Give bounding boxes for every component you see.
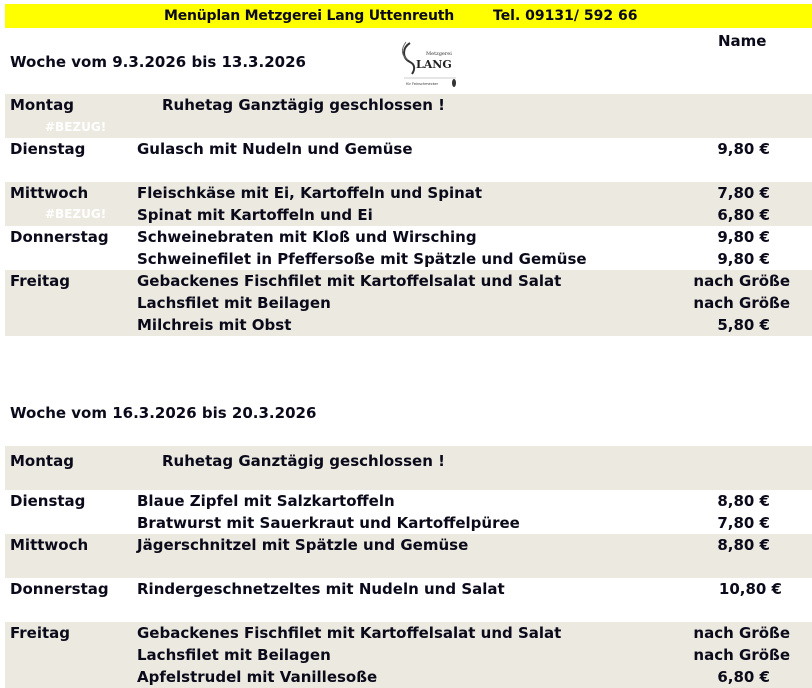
dish-name: Rindergeschnetzeltes mit Nudeln und Salat	[137, 580, 505, 598]
day-label: Freitag	[10, 272, 71, 290]
dish-name: Lachsfilet mit Beilagen	[137, 646, 331, 664]
name-column-header: Name	[718, 32, 767, 50]
day-label: Mittwoch	[10, 536, 89, 554]
week-1-day-friday	[5, 270, 812, 336]
dish-price: 9,80 €	[717, 250, 770, 268]
dish-name: Ruhetag Ganztägig geschlossen !	[162, 96, 445, 114]
week-1-title: Woche vom 9.3.2026 bis 13.3.2026	[10, 53, 306, 71]
week-2-day-friday	[5, 622, 812, 688]
phone-number: Tel. 09131/ 592 66	[493, 8, 638, 24]
dish-price: nach Größe	[693, 624, 790, 642]
day-label: Montag	[10, 452, 74, 470]
week-1-day-tuesday	[5, 138, 812, 182]
week-2-day-thursday	[5, 578, 812, 622]
header-banner	[5, 4, 812, 28]
dish-name: Blaue Zipfel mit Salzkartoffeln	[137, 492, 395, 510]
bull-horn-icon	[396, 40, 462, 90]
dish-name: Fleischkäse mit Ei, Kartoffeln und Spinat	[137, 184, 483, 202]
menu-title: Menüplan Metzgerei Lang Uttenreuth	[164, 8, 454, 24]
svg-text:für Feinschmecker: für Feinschmecker	[406, 82, 439, 86]
dish-price: nach Größe	[693, 272, 790, 290]
dish-price: nach Größe	[693, 294, 790, 312]
butcher-logo	[396, 40, 462, 90]
dish-name: Apfelstrudel mit Vanillesoße	[137, 668, 378, 686]
day-label: Dienstag	[10, 492, 86, 510]
day-label: Donnerstag	[10, 580, 109, 598]
week-1-day-monday	[5, 94, 812, 138]
dish-name: Ruhetag Ganztägig geschlossen !	[162, 452, 445, 470]
dish-name: Bratwurst mit Sauerkraut und Kartoffelpüree	[137, 514, 520, 532]
svg-text:Metzgerei: Metzgerei	[426, 51, 452, 57]
dish-name: Jägerschnitzel mit Spätzle und Gemüse	[137, 536, 469, 554]
dish-price: 7,80 €	[717, 184, 770, 202]
day-label: Montag	[10, 96, 74, 114]
dish-price: 5,80 €	[717, 316, 770, 334]
dish-price: 8,80 €	[717, 536, 770, 554]
dish-name: Gebackenes Fischfilet mit Kartoffelsalat und Salat	[137, 272, 562, 290]
dish-name: Milchreis mit Obst	[137, 316, 292, 334]
dish-name: Schweinefilet in Pfeffersoße mit Spätzle und Gemüse	[137, 250, 587, 268]
dish-price: 10,80 €	[718, 580, 782, 598]
dish-price: 8,80 €	[717, 492, 770, 510]
reference-error: #BEZUG!	[45, 207, 107, 221]
week-2-day-wednesday	[5, 534, 812, 578]
day-label: Donnerstag	[10, 228, 109, 246]
dish-price: 6,80 €	[717, 206, 770, 224]
dish-price: 7,80 €	[717, 514, 770, 532]
day-label: Freitag	[10, 624, 71, 642]
dish-name: Spinat mit Kartoffeln und Ei	[137, 206, 373, 224]
dish-name: Schweinebraten mit Kloß und Wirsching	[137, 228, 477, 246]
dish-name: Gulasch mit Nudeln und Gemüse	[137, 140, 413, 158]
dish-name: Lachsfilet mit Beilagen	[137, 294, 331, 312]
dish-price: 9,80 €	[717, 228, 770, 246]
week-2-title: Woche vom 16.3.2026 bis 20.3.2026	[10, 404, 317, 422]
week-1-day-wednesday	[5, 182, 812, 226]
svg-text:LANG: LANG	[416, 58, 452, 71]
dish-price: 6,80 €	[717, 668, 770, 686]
day-label: Dienstag	[10, 140, 86, 158]
week-2-day-tuesday	[5, 490, 812, 534]
reference-error: #BEZUG!	[45, 120, 107, 134]
dish-price: 9,80 €	[717, 140, 770, 158]
dish-name: Gebackenes Fischfilet mit Kartoffelsalat und Salat	[137, 624, 562, 642]
week-2-day-monday	[5, 446, 812, 490]
day-label: Mittwoch	[10, 184, 89, 202]
week-1-day-thursday	[5, 226, 812, 270]
dish-price: nach Größe	[693, 646, 790, 664]
